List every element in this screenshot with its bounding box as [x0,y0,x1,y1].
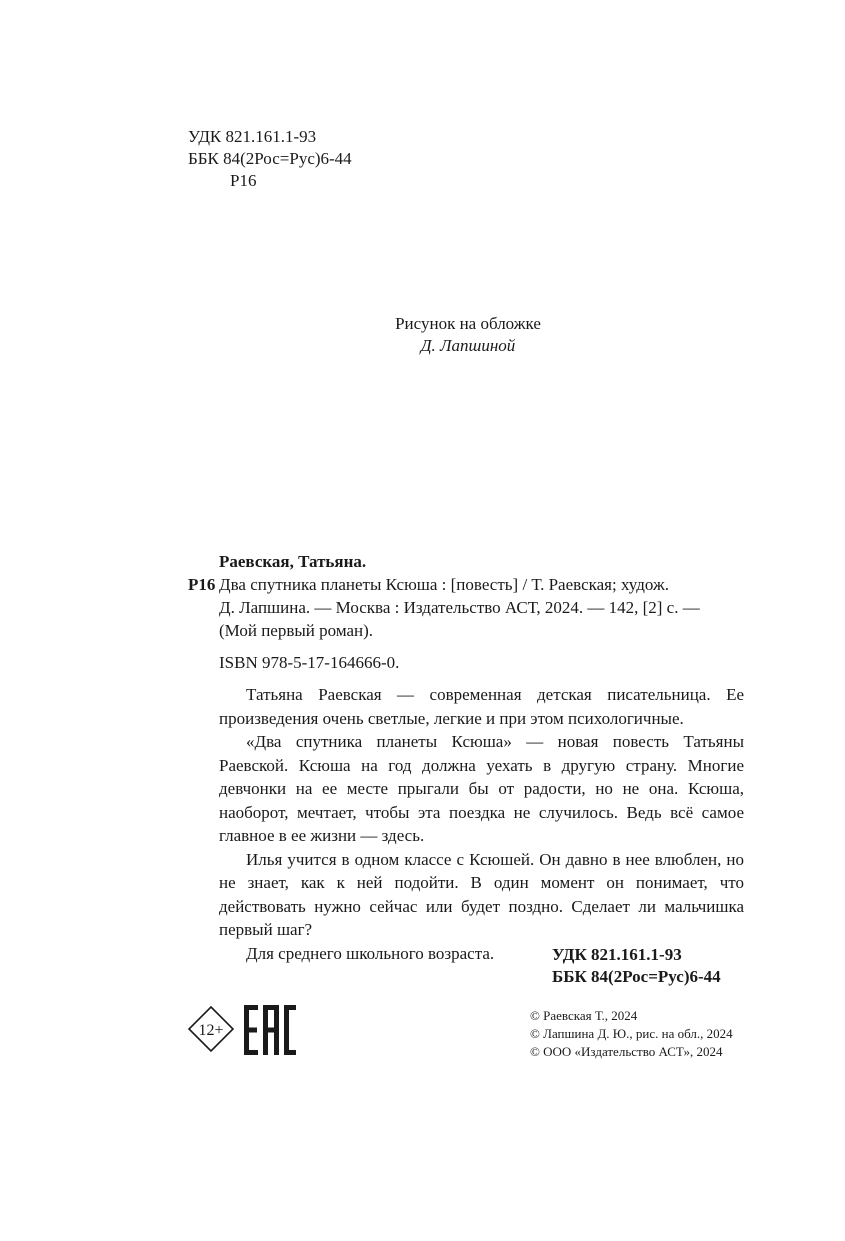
copyright-line: © Раевская Т., 2024 [530,1008,638,1023]
description-line: (Мой первый роман). [219,621,374,640]
copyright-line: © Лапшина Д. Ю., рис. на обл., 2024 [530,1026,733,1041]
bottom-bbk-code: ББК 84(2Рос=Рус)6-44 [552,967,721,986]
annotation-paragraph: «Два спутника планеты Ксюша» — новая повесть Татьяны Раевской. Ксюша на год должна уехать в другую страну. Многие девчонки на ее месте прыгали бы от радости, но не она. Ксюша, наоборот, мечтает, чтобы эта поездка не случилось. Ведь всё самое главное в ее жизни — здесь. [219,732,744,845]
description-line: Два спутника планеты Ксюша : [повесть] / Т. Раевская; худож. [219,575,669,594]
bbk-code: ББК 84(2Рос=Рус)6-44 [188,149,352,168]
description-line: Д. Лапшина. — Москва : Издательство АСТ, 2024. — 142, [2] с. — [219,598,700,617]
catalog-author: Раевская, Татьяна. [219,552,367,571]
bottom-classification [552,944,721,988]
bottom-udk-code: УДК 821.161.1-93 [552,945,682,964]
cover-credit [330,313,606,357]
top-classification [188,126,352,192]
cover-credit-label: Рисунок на обложке [395,314,541,333]
copyright-line: © ООО «Издательство АСТ», 2024 [530,1044,723,1059]
author-mark: Р16 [230,171,257,190]
age-rating-label: 12+ [198,1022,224,1039]
isbn: ISBN 978-5-17-164666-0. [219,653,400,672]
age-rating-icon [188,1006,234,1052]
eac-mark-icon [244,1005,296,1055]
annotation-paragraph: Татьяна Раевская — современная детская писательница. Ее произведения очень светлые, легкие и при этом психологичные. [219,685,744,728]
copyright-block [530,1007,733,1061]
catalog-card [188,551,744,965]
annotation-paragraph: Для среднего школьного возраста. [246,943,495,963]
cover-credit-artist: Д. Лапшиной [420,336,516,355]
catalog-entry [188,573,744,642]
udk-code: УДК 821.161.1-93 [188,127,317,146]
annotation-paragraph: Илья учится в одном классе с Ксюшей. Он давно в нее влюблен, но не знает, как к ней подойти. В один момент он понимает, что действовать нужно сейчас или будет поздно. Сделает ли мальчишка первый шаг? [219,849,744,939]
catalog-code: Р16 [188,575,216,594]
annotation [188,683,744,965]
